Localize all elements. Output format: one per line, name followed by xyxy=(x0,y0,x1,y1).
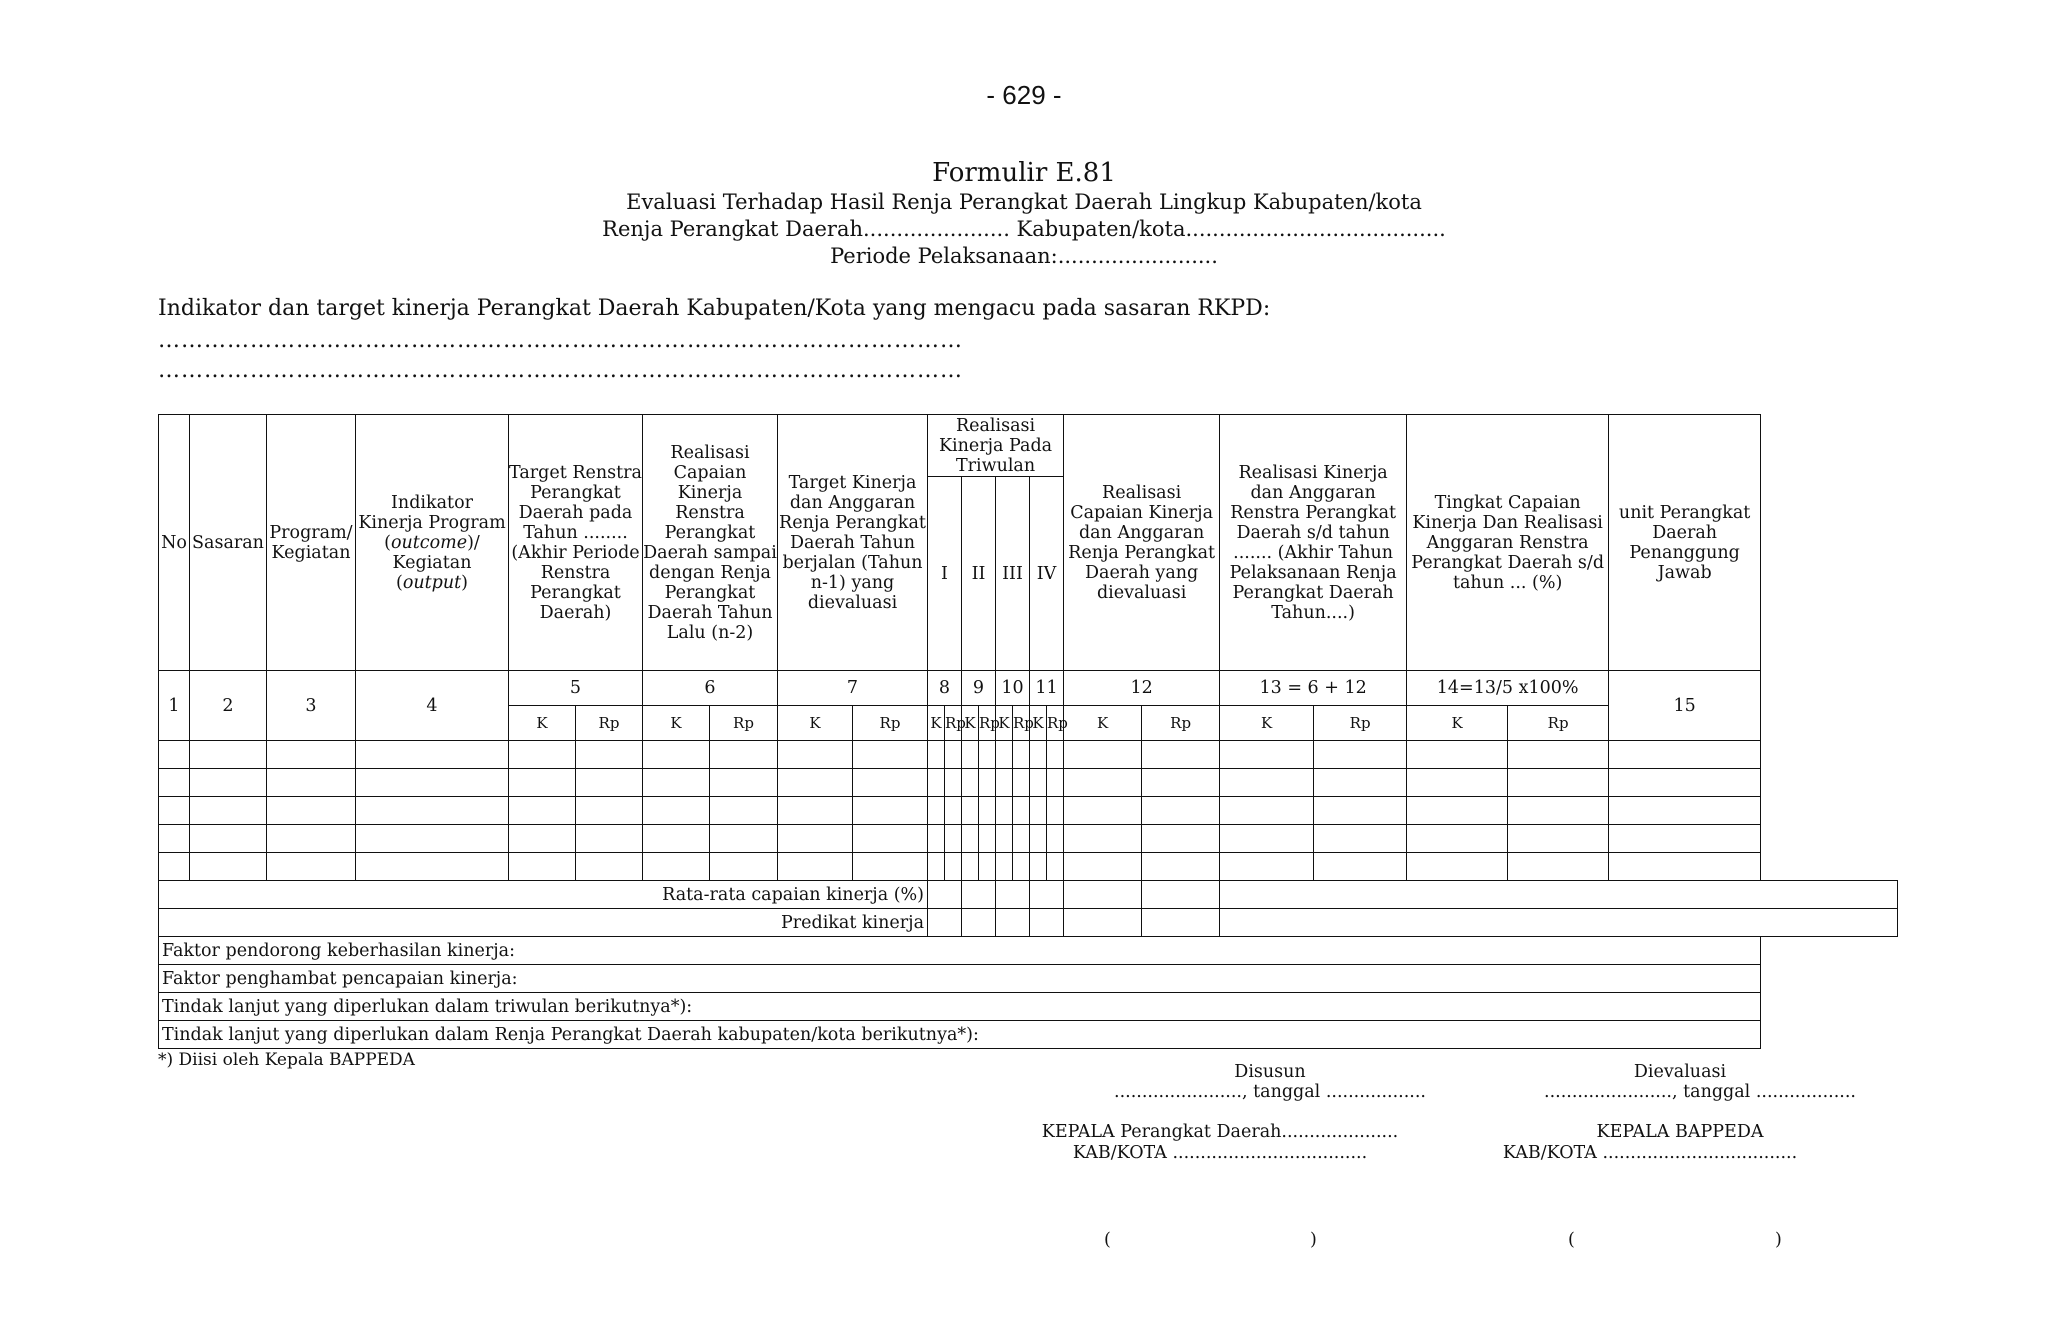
table-cell[interactable] xyxy=(1220,741,1314,769)
rp-label: Rp xyxy=(1142,706,1220,741)
table-cell[interactable] xyxy=(643,825,710,853)
table-cell[interactable] xyxy=(1220,769,1314,797)
rata-rata-row xyxy=(159,881,1898,909)
table-cell[interactable] xyxy=(962,825,979,853)
table-cell[interactable] xyxy=(1047,853,1064,881)
signature-right-position: KEPALA BAPPEDA xyxy=(1596,1122,1764,1142)
col-number: 2 xyxy=(190,671,267,741)
header-realisasi-renstra: Realisasi Kinerja dan Anggaran Renstra Perangkat Daerah s/d tahun ....... (Akhir Tahun Pelaksanaan Renja Perangkat Daerah Tahun....) xyxy=(1220,415,1407,671)
signature-left-date: ......................., tanggal .................. xyxy=(1114,1082,1426,1102)
table-cell[interactable] xyxy=(996,825,1013,853)
table-cell[interactable] xyxy=(1030,825,1047,853)
header-q4: IV xyxy=(1030,477,1064,671)
rp-label: Rp xyxy=(1013,706,1030,741)
k-label: K xyxy=(1064,706,1142,741)
table-cell[interactable] xyxy=(1047,797,1064,825)
table-cell[interactable] xyxy=(1220,853,1314,881)
table-cell[interactable] xyxy=(356,741,509,769)
table-cell[interactable] xyxy=(1609,825,1761,853)
table-cell[interactable] xyxy=(267,769,356,797)
table-cell[interactable] xyxy=(1047,741,1064,769)
table-cell[interactable] xyxy=(979,853,996,881)
table-cell[interactable] xyxy=(267,825,356,853)
k-label: K xyxy=(643,706,710,741)
col-number: 4 xyxy=(356,671,509,741)
table-cell[interactable] xyxy=(190,769,267,797)
rp-label: Rp xyxy=(979,706,996,741)
rp-label: Rp xyxy=(576,706,643,741)
table-cell[interactable] xyxy=(159,797,190,825)
table-cell[interactable] xyxy=(962,769,979,797)
table-cell[interactable] xyxy=(1142,797,1220,825)
table-cell[interactable] xyxy=(1064,769,1142,797)
table-cell[interactable] xyxy=(356,825,509,853)
k-label: K xyxy=(1030,706,1047,741)
evaluation-table xyxy=(158,414,1898,1049)
table-cell[interactable] xyxy=(853,825,928,853)
table-cell[interactable] xyxy=(979,825,996,853)
header-target-kinerja: Target Kinerja dan Anggaran Renja Perangkat Daerah Tahun berjalan (Tahun n-1) yang dievaluasi xyxy=(778,415,928,671)
table-cell[interactable] xyxy=(267,741,356,769)
col-number: 1 xyxy=(159,671,190,741)
table-cell[interactable] xyxy=(576,797,643,825)
col-number: 11 xyxy=(1030,671,1064,706)
header-target-renstra: Target Renstra Perangkat Daerah pada Tahun ........ (Akhir Periode Renstra Perangkat Daerah) xyxy=(509,415,643,671)
col-number: 8 xyxy=(928,671,962,706)
table-cell[interactable] xyxy=(190,741,267,769)
table-cell[interactable] xyxy=(1030,853,1047,881)
table-cell[interactable] xyxy=(1142,853,1220,881)
footnote: *) Diisi oleh Kepala BAPPEDA xyxy=(158,1050,415,1070)
table-cell[interactable] xyxy=(643,769,710,797)
table-cell[interactable] xyxy=(1407,853,1508,881)
k-label: K xyxy=(1220,706,1314,741)
signature-right-open: ( xyxy=(1568,1230,1575,1250)
table-cell[interactable] xyxy=(1314,797,1407,825)
table-cell[interactable] xyxy=(1314,853,1407,881)
col-number: 6 xyxy=(643,671,778,706)
table-cell[interactable] xyxy=(356,797,509,825)
table-cell[interactable] xyxy=(778,853,853,881)
table-cell[interactable] xyxy=(945,853,962,881)
table-cell[interactable] xyxy=(1142,769,1220,797)
k-label: K xyxy=(928,706,945,741)
table-row xyxy=(159,825,1898,853)
form-title: Formulir E.81 xyxy=(932,158,1116,188)
table-cell[interactable] xyxy=(356,853,509,881)
table-cell[interactable] xyxy=(853,853,928,881)
form-subtitle: Evaluasi Terhadap Hasil Renja Perangkat Daerah Lingkup Kabupaten/kota xyxy=(626,190,1422,214)
table-cell[interactable] xyxy=(643,853,710,881)
rp-label: Rp xyxy=(1047,706,1064,741)
table-cell[interactable] xyxy=(710,769,778,797)
header-tingkat-capaian: Tingkat Capaian Kinerja Dan Realisasi Anggaran Renstra Perangkat Daerah s/d tahun ... (%) xyxy=(1407,415,1609,671)
renja-line: Renja Perangkat Daerah...................... Kabupaten/kota....................................... xyxy=(602,217,1446,241)
table-cell[interactable] xyxy=(1220,825,1314,853)
table-cell[interactable] xyxy=(159,769,190,797)
table-cell[interactable] xyxy=(1064,853,1142,881)
table-cell[interactable] xyxy=(962,741,979,769)
table-cell[interactable] xyxy=(853,769,928,797)
table-cell[interactable] xyxy=(853,741,928,769)
table-cell[interactable] xyxy=(1609,853,1761,881)
col-number: 15 xyxy=(1609,671,1761,741)
table-cell[interactable] xyxy=(979,797,996,825)
signature-right-region: KAB/KOTA ................................... xyxy=(1502,1143,1798,1163)
faktor-pendorong[interactable]: Faktor pendorong keberhasilan kinerja: xyxy=(159,937,1761,965)
col-number: 7 xyxy=(778,671,928,706)
header-unit: unit Perangkat Daerah Penanggung Jawab xyxy=(1609,415,1761,671)
table-cell[interactable] xyxy=(1047,825,1064,853)
signature-right-heading: Dievaluasi xyxy=(1633,1062,1727,1082)
table-cell[interactable] xyxy=(778,769,853,797)
table-row xyxy=(159,853,1898,881)
header-no: No xyxy=(159,415,190,671)
col-number: 14=13/5 x100% xyxy=(1407,671,1609,706)
header-realisasi-dievaluasi: Realisasi Capaian Kinerja dan Anggaran Renja Perangkat Daerah yang dievaluasi xyxy=(1064,415,1220,671)
table-cell[interactable] xyxy=(1064,741,1142,769)
table-cell[interactable] xyxy=(576,741,643,769)
signature-left-open: ( xyxy=(1104,1230,1111,1250)
table-cell[interactable] xyxy=(1013,741,1030,769)
signature-left-position: KEPALA Perangkat Daerah..................... xyxy=(1041,1122,1399,1142)
table-cell[interactable] xyxy=(928,769,945,797)
k-label: K xyxy=(778,706,853,741)
table-cell[interactable] xyxy=(710,741,778,769)
table-cell[interactable] xyxy=(190,853,267,881)
table-cell[interactable] xyxy=(928,797,945,825)
table-cell[interactable] xyxy=(1013,769,1030,797)
header-q1: I xyxy=(928,477,962,671)
col-number: 3 xyxy=(267,671,356,741)
table-cell[interactable] xyxy=(1142,825,1220,853)
k-label: K xyxy=(509,706,576,741)
table-cell[interactable] xyxy=(1030,769,1047,797)
tindak-lanjut-triwulan[interactable]: Tindak lanjut yang diperlukan dalam triwulan berikutnya*): xyxy=(159,993,1761,1021)
table-cell[interactable] xyxy=(576,825,643,853)
table-cell[interactable] xyxy=(996,741,1013,769)
table-cell[interactable] xyxy=(1508,825,1609,853)
signature-right-date: ......................., tanggal .................. xyxy=(1544,1082,1856,1102)
table-cell[interactable] xyxy=(576,853,643,881)
table-row xyxy=(159,797,1898,825)
table-cell[interactable] xyxy=(643,741,710,769)
table-cell[interactable] xyxy=(1314,741,1407,769)
table-cell[interactable] xyxy=(928,853,945,881)
table-cell[interactable] xyxy=(190,825,267,853)
rata-rata-label: Rata-rata capaian kinerja (%) xyxy=(159,881,928,909)
table-cell[interactable] xyxy=(356,769,509,797)
table-cell[interactable] xyxy=(962,797,979,825)
signature-left-region: KAB/KOTA ................................... xyxy=(1072,1143,1368,1163)
empty-rows xyxy=(159,741,1898,881)
table-cell[interactable] xyxy=(1142,741,1220,769)
table-cell[interactable] xyxy=(996,769,1013,797)
predikat-row xyxy=(159,909,1898,937)
table-cell[interactable] xyxy=(778,825,853,853)
table-cell[interactable] xyxy=(643,797,710,825)
table-cell[interactable] xyxy=(1508,797,1609,825)
intro-text: Indikator dan target kinerja Perangkat Daerah Kabupaten/Kota yang mengacu pada sasaran RKPD: xyxy=(158,296,1271,321)
page-number: - 629 - xyxy=(986,80,1062,110)
table-cell[interactable] xyxy=(778,797,853,825)
dotted-line-1: …………………………………………………………………………………………… xyxy=(158,328,963,353)
k-label: K xyxy=(1407,706,1508,741)
table-cell[interactable] xyxy=(710,853,778,881)
header-program: Program/ Kegiatan xyxy=(267,415,356,671)
header-realisasi-triwulan: Realisasi Kinerja Pada Triwulan xyxy=(928,415,1064,477)
rp-label: Rp xyxy=(710,706,778,741)
table-cell[interactable] xyxy=(945,797,962,825)
table-cell[interactable] xyxy=(190,797,267,825)
table-cell[interactable] xyxy=(1064,797,1142,825)
table-cell[interactable] xyxy=(509,741,576,769)
table-cell[interactable] xyxy=(509,769,576,797)
faktor-penghambat[interactable]: Faktor penghambat pencapaian kinerja: xyxy=(159,965,1761,993)
signature-left-heading: Disusun xyxy=(1234,1062,1306,1082)
rp-label: Rp xyxy=(1314,706,1407,741)
table-cell[interactable] xyxy=(1047,769,1064,797)
table-cell[interactable] xyxy=(509,853,576,881)
k-label: K xyxy=(996,706,1013,741)
table-cell[interactable] xyxy=(1609,769,1761,797)
header-realisasi-capaian: Realisasi Capaian Kinerja Renstra Perangkat Daerah sampai dengan Renja Perangkat Daerah Tahun Lalu (n-2) xyxy=(643,415,778,671)
rp-label: Rp xyxy=(945,706,962,741)
table-cell[interactable] xyxy=(1030,741,1047,769)
table-cell[interactable] xyxy=(945,769,962,797)
signature-left-close: ) xyxy=(1310,1230,1317,1250)
table-cell[interactable] xyxy=(159,825,190,853)
table-cell[interactable] xyxy=(853,797,928,825)
table-cell[interactable] xyxy=(778,741,853,769)
header-indikator: Indikator Kinerja Program (outcome)/ Kegiatan (output) xyxy=(356,415,509,671)
tindak-lanjut-renja[interactable]: Tindak lanjut yang diperlukan dalam Renja Perangkat Daerah kabupaten/kota berikutnya*): xyxy=(159,1021,1761,1049)
table-cell[interactable] xyxy=(710,825,778,853)
rp-label: Rp xyxy=(1508,706,1609,741)
table-cell[interactable] xyxy=(1407,769,1508,797)
col-number: 9 xyxy=(962,671,996,706)
predikat-label: Predikat kinerja xyxy=(159,909,928,937)
table-cell[interactable] xyxy=(1064,825,1142,853)
table-cell[interactable] xyxy=(1013,853,1030,881)
header-q3: III xyxy=(996,477,1030,671)
table-cell[interactable] xyxy=(159,853,190,881)
table-cell[interactable] xyxy=(1013,825,1030,853)
table-cell[interactable] xyxy=(1220,797,1314,825)
table-cell[interactable] xyxy=(159,741,190,769)
table-cell[interactable] xyxy=(1013,797,1030,825)
table-cell[interactable] xyxy=(267,797,356,825)
table-cell[interactable] xyxy=(1407,825,1508,853)
table-cell[interactable] xyxy=(1407,741,1508,769)
k-label: K xyxy=(962,706,979,741)
header-q2: II xyxy=(962,477,996,671)
signature-right-close: ) xyxy=(1775,1230,1782,1250)
table-cell[interactable] xyxy=(1314,825,1407,853)
table-cell[interactable] xyxy=(928,825,945,853)
table-cell[interactable] xyxy=(710,797,778,825)
table-cell[interactable] xyxy=(962,853,979,881)
table-cell[interactable] xyxy=(509,825,576,853)
table-cell[interactable] xyxy=(1609,741,1761,769)
table-cell[interactable] xyxy=(576,769,643,797)
table-cell[interactable] xyxy=(1030,797,1047,825)
table-cell[interactable] xyxy=(928,741,945,769)
table-cell[interactable] xyxy=(979,769,996,797)
table-cell[interactable] xyxy=(1508,769,1609,797)
table-cell[interactable] xyxy=(945,825,962,853)
table-cell[interactable] xyxy=(945,741,962,769)
table-cell[interactable] xyxy=(1609,797,1761,825)
col-number: 13 = 6 + 12 xyxy=(1220,671,1407,706)
table-cell[interactable] xyxy=(996,853,1013,881)
table-cell[interactable] xyxy=(1407,797,1508,825)
col-number: 10 xyxy=(996,671,1030,706)
table-cell[interactable] xyxy=(267,853,356,881)
table-row xyxy=(159,769,1898,797)
col-number: 5 xyxy=(509,671,643,706)
periode-line: Periode Pelaksanaan:........................ xyxy=(830,244,1218,268)
table-cell[interactable] xyxy=(996,797,1013,825)
table-cell[interactable] xyxy=(1314,769,1407,797)
col-number: 12 xyxy=(1064,671,1220,706)
header-sasaran: Sasaran xyxy=(190,415,267,671)
table-cell[interactable] xyxy=(1508,853,1609,881)
table-cell[interactable] xyxy=(509,797,576,825)
table-cell[interactable] xyxy=(1508,741,1609,769)
table-row xyxy=(159,741,1898,769)
dotted-line-2: …………………………………………………………………………………………… xyxy=(158,358,963,383)
rp-label: Rp xyxy=(853,706,928,741)
table-cell[interactable] xyxy=(979,741,996,769)
